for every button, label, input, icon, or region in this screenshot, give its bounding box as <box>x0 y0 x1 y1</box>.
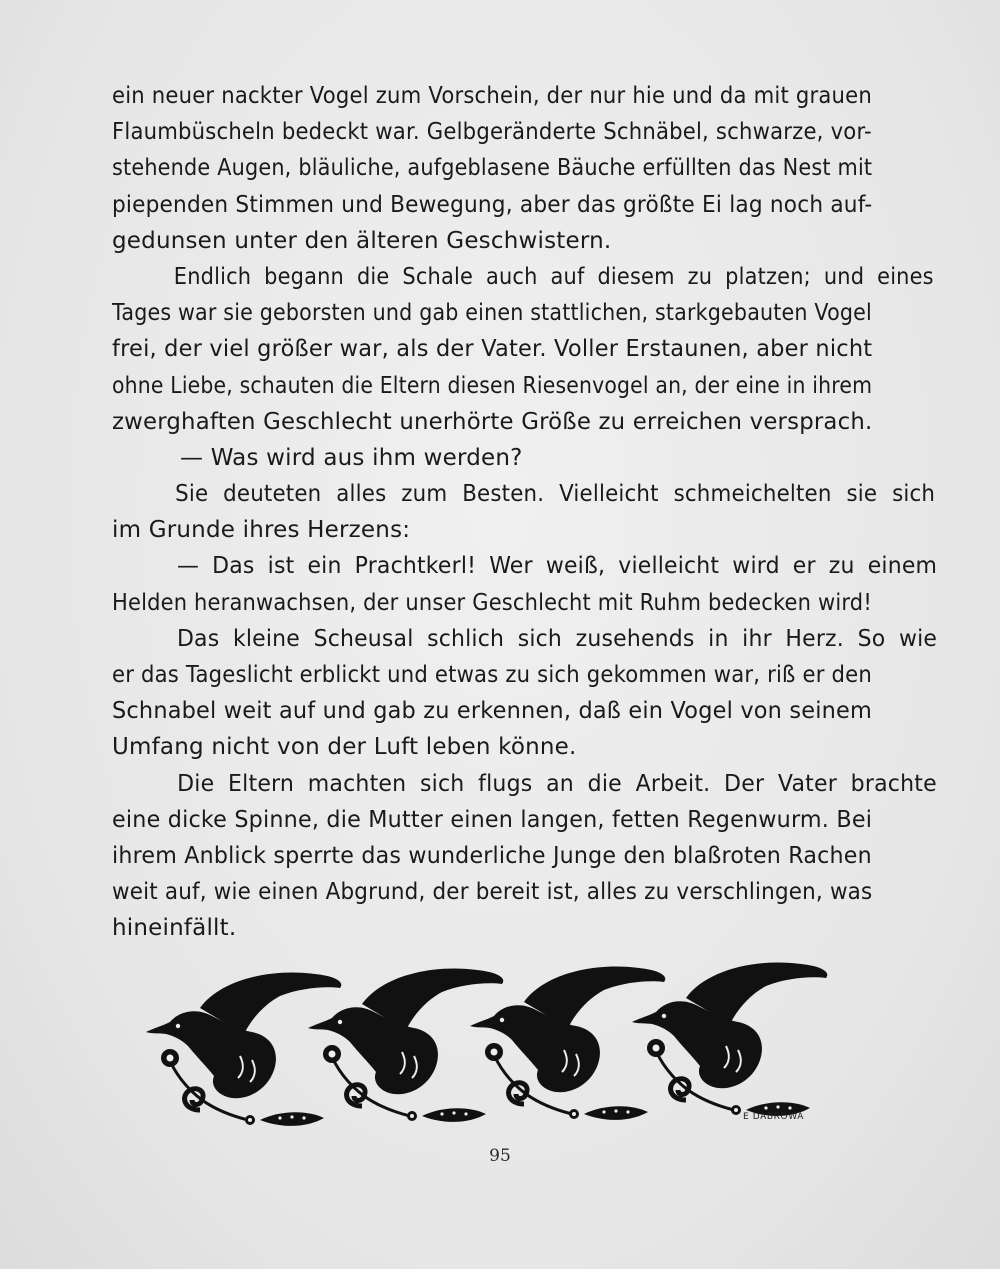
text-line: im Grunde ihres Herzens: <box>112 517 411 544</box>
text-line: Helden heranwachsen, der unser Geschlecht mit Ruhm bedecken wird! <box>112 589 872 616</box>
text-line: ihrem Anblick sperrte das wunderliche Junge den blaßroten Rachen <box>112 842 872 869</box>
text-line: Tages war sie geborsten und gab einen stattlichen, starkgebauten Vogel <box>112 300 872 327</box>
text-line: weit auf, wie einen Abgrund, der bereit ist, alles zu verschlingen, was <box>112 879 873 906</box>
text-line: Sie deuteten alles zum Besten. Vielleicht schmeichelten sie sich <box>175 481 936 508</box>
text-line: stehende Augen, bläuliche, aufgeblasene Bäuche erfüllten das Nest mit <box>112 155 873 182</box>
text-line: Flaumbüscheln bedeckt war. Gelbgeränderte Schnäbel, schwarze, vor- <box>112 119 872 146</box>
text-line: piependen Stimmen und Bewegung, aber das größte Ei lag noch auf- <box>112 191 873 218</box>
body-text <box>112 78 938 947</box>
text-line: — Das ist ein Prachtkerl! Wer weiß, vielleicht wird er zu einem <box>176 553 938 580</box>
text-line: eine dicke Spinne, die Mutter einen langen, fetten Regenwurm. Bei <box>112 806 873 833</box>
text-line: Schnabel weit auf und gab zu erkennen, daß ein Vogel von seinem <box>112 698 873 725</box>
text-line: ein neuer nackter Vogel zum Vorschein, der nur hie und da mit grauen <box>112 83 872 109</box>
text-line: zwerghaften Geschlecht unerhörte Größe zu erreichen versprach. <box>112 408 873 435</box>
illustrator-signature: E DABROWA <box>743 1112 804 1122</box>
text-line: hineinfällt. <box>112 915 237 942</box>
text-line: frei, der viel größer war, als der Vater. Voller Erstaunen, aber nicht <box>112 336 873 363</box>
text-line: Die Eltern machten sich flugs an die Arbeit. Der Vater brachte <box>177 770 937 797</box>
page-number: 95 <box>489 1146 511 1166</box>
text-line: Endlich begann die Schale auch auf diesem zu platzen; und eines <box>173 263 934 290</box>
text-line: Das kleine Scheusal schlich sich zusehends in ihr Herz. So wie <box>176 625 938 652</box>
text-line: ohne Liebe, schauten die Eltern diesen Riesenvogel an, der eine in ihrem <box>112 372 873 399</box>
text-line: — Was wird aus ihm werden? <box>180 444 523 471</box>
text-line: Umfang nicht von der Luft leben könne. <box>112 734 577 761</box>
text-line: gedunsen unter den älteren Geschwistern. <box>112 227 612 254</box>
bird-frieze-icon <box>140 960 840 1150</box>
text-line: er das Tageslicht erblickt und etwas zu sich gekommen war, riß er den <box>112 662 872 688</box>
